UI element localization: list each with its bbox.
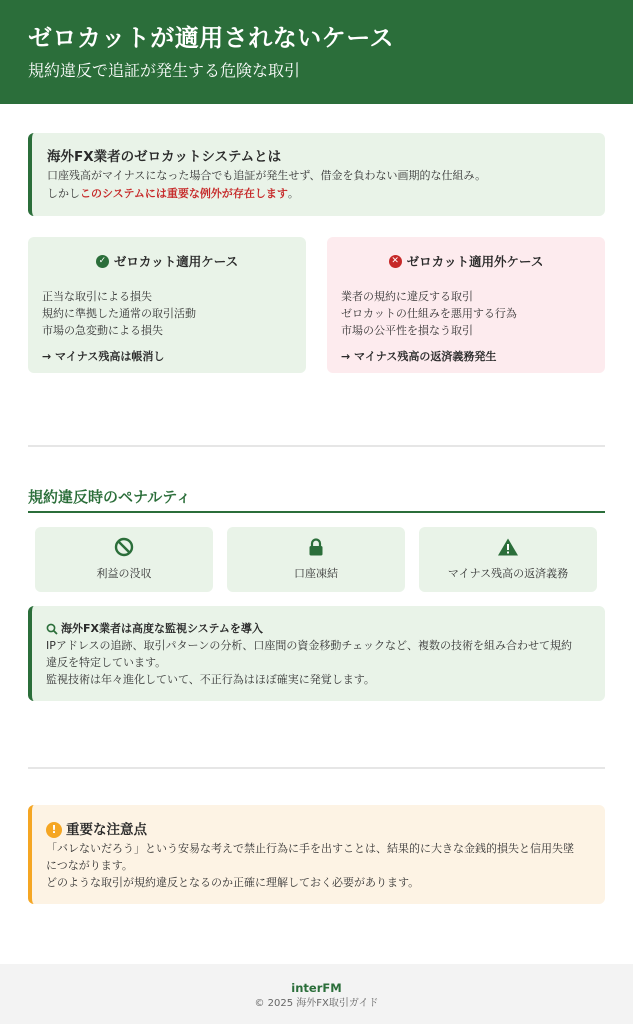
- important-notice-box: [28, 805, 605, 904]
- intro-highlight: このシステムには重要な例外が存在します: [80, 187, 288, 200]
- section-divider: [28, 445, 605, 447]
- intro-line-1: 口座残高がマイナスになった場合でも追証が発生せず、借金を負わない画期的な仕組み。: [47, 169, 487, 182]
- not-applied-result: → マイナス残高の返済義務発生: [341, 350, 497, 363]
- list-item: 業者の規約に違反する取引: [341, 290, 473, 303]
- ban-icon: [114, 537, 134, 557]
- zerocut-not-applied-card: [327, 237, 605, 373]
- applied-card-title: [42, 251, 292, 271]
- monitoring-line-3: 監視技術は年々進化していて、不正行為はほぼ確実に発覚します。: [46, 673, 375, 686]
- exclamation-icon: !: [46, 822, 62, 838]
- penalty-card-account-freeze: [227, 527, 405, 592]
- applied-title-text: ゼロカット適用ケース: [113, 254, 239, 269]
- warning-icon: [497, 537, 519, 557]
- not-applied-list: [341, 288, 591, 339]
- notice-line-1: 「バレないだろう」という安易な考えで禁止行為に手を出すことは、結果的に大きな金銭的損失と信用失墜: [46, 842, 574, 855]
- intro-line-2-prefix: しかし: [47, 187, 80, 200]
- intro-line-2-suffix: 。: [287, 187, 299, 200]
- list-item: 正当な取引による損失: [42, 290, 152, 303]
- not-applied-card-title: [341, 251, 591, 271]
- page-title: ゼロカットが適用されないケース: [28, 24, 395, 52]
- not-applied-title-text: ゼロカット適用外ケース: [406, 254, 544, 269]
- lock-icon: [306, 537, 326, 557]
- page-header: [0, 0, 633, 104]
- page-subtitle: 規約違反で追証が発生する危険な取引: [28, 61, 301, 80]
- applied-result: → マイナス残高は帳消し: [42, 350, 165, 363]
- monitoring-title: [46, 621, 589, 637]
- check-icon: ✓: [96, 255, 109, 268]
- footer-copyright: © 2025 海外FX取引ガイド: [254, 998, 379, 1009]
- section-divider: [28, 767, 605, 769]
- intro-title: 海外FX業者のゼロカットシステムとは: [47, 149, 282, 165]
- penalty-label: 口座凍結: [294, 567, 338, 580]
- notice-line-2: につながります。: [46, 859, 133, 872]
- notice-title: [46, 820, 589, 840]
- notice-line-3: どのような取引が規約違反となるのか正確に理解しておく必要があります。: [46, 876, 420, 889]
- x-icon: ✕: [389, 255, 402, 268]
- penalty-card-repayment: [419, 527, 597, 592]
- penalty-section-title: 規約違反時のペナルティ: [28, 486, 605, 513]
- monitoring-box: [28, 606, 605, 701]
- monitoring-line-1: IPアドレスの追跡、取引パターンの分析、口座間の資金移動チェックなど、複数の技術を組み合わせて規約: [46, 639, 572, 652]
- applied-list: [42, 288, 292, 339]
- penalty-label: マイナス残高の返済義務: [447, 567, 569, 580]
- zerocut-applied-card: [28, 237, 306, 373]
- intro-box: [28, 133, 605, 216]
- page-footer: [0, 964, 633, 1024]
- penalty-card-profit-confiscation: [35, 527, 213, 592]
- penalty-label: 利益の没収: [96, 567, 152, 580]
- intro-line-2: [47, 185, 589, 203]
- monitoring-title-text: 海外FX業者は高度な監視システムを導入: [61, 622, 263, 635]
- search-icon: [46, 623, 58, 635]
- list-item: ゼロカットの仕組みを悪用する行為: [341, 307, 517, 320]
- list-item: 市場の公平性を損なう取引: [341, 324, 473, 337]
- list-item: 規約に準拠した通常の取引活動: [42, 307, 196, 320]
- list-item: 市場の急変動による損失: [42, 324, 163, 337]
- notice-title-text: 重要な注意点: [66, 822, 147, 838]
- footer-brand: interFM: [291, 981, 342, 995]
- monitoring-line-2: 違反を特定しています。: [46, 656, 167, 669]
